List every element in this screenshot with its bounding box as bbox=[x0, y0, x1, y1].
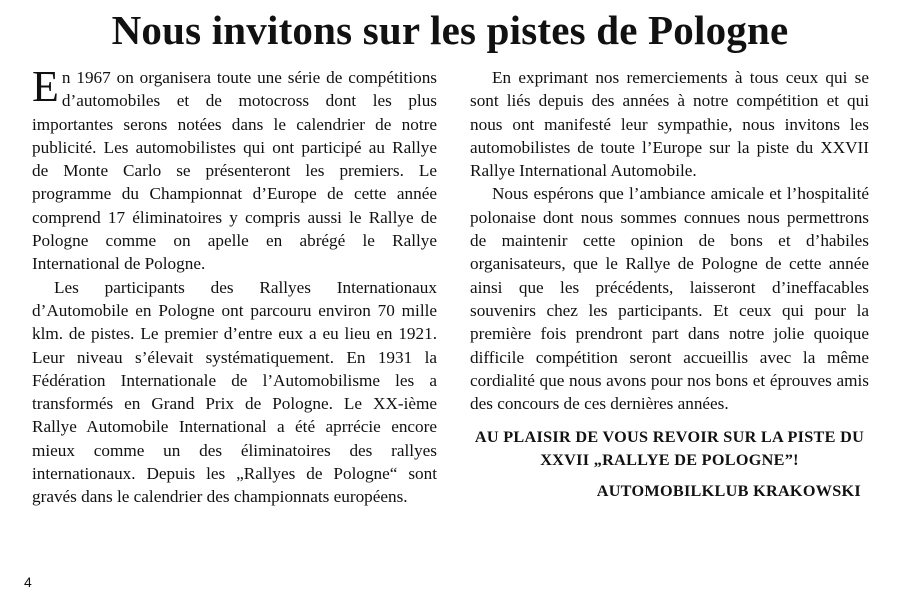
page-title: Nous invitons sur les pistes de Pologne bbox=[111, 7, 789, 53]
signature: AUTOMOBILKLUB KRAKOWSKI bbox=[596, 482, 861, 501]
right-column bbox=[470, 66, 869, 504]
left-paragraph-2: Les participants des Rallyes Internationaux d’Automobile en Pologne ont parcouru environ 70 mille klm. de pistes. Le premier d’entre eux a eu lieu en 1921. Leur niveau s’élevait systématiquement. En 1931 la Fédération Internationale de l’Automobilisme les a transformés en Grand Prix de Pologne. Le XX-ième Rallye Automobile International a été aprrécie encore mieux comme un des éliminatoires des rallyes internationaux. Depuis les „Rallyes de Pologne“ sont gravés dans le calendrier des championnats européens. bbox=[32, 277, 437, 507]
drop-cap: E bbox=[32, 62, 59, 111]
closing-invitation: AU PLAISIR DE VOUS REVOIR SUR LA PISTE DU XXVII „RALLYE DE POLOGNE”! bbox=[474, 428, 865, 470]
left-paragraph-1-text: n 1967 on organisera toute une série de compétitions d’automobiles et de motocross dont les plus importantes serons notées dans le calendrier de notre publicité. Les automobilistes qui ont participé au Rallye de Monte Carlo se présenteront les premiers. Le programme du Championnat d’Europe de cette année comprend 17 éliminatoires y compris aussi le Rallye de Pologne comme on apelle en abrégé le Rallye International de Pologne. bbox=[32, 68, 437, 274]
left-paragraph-1 bbox=[32, 62, 437, 276]
right-paragraph-1: En exprimant nos remerciements à tous ceux qui se sont liés depuis des années à notre compétition et qui nous ont manifesté leur sympathie, nous invitons les automobilistes de toute l’Europe sur la piste du XXVII Rallye International Automobile. bbox=[470, 68, 869, 181]
page-number: 4 bbox=[24, 574, 32, 590]
left-column bbox=[32, 62, 437, 509]
right-paragraph-2: Nous espérons que l’ambiance amicale et l’hospitalité polonaise dont nous sommes connues nous permettrons de maintenir cette opinion de bons et d’habiles organisateurs, que le Rallye de Pologne de cette année ainsi que les précédents, laisseront d’ineffacables souvenirs chez les participants. Et ceux qui pour la première fois prendront part dans notre jolie quoique difficile compétition seront accueillis avec la même cordialité que nous avons pour nos bons et éprouves amis des concours de ces dernières années. bbox=[470, 184, 869, 414]
